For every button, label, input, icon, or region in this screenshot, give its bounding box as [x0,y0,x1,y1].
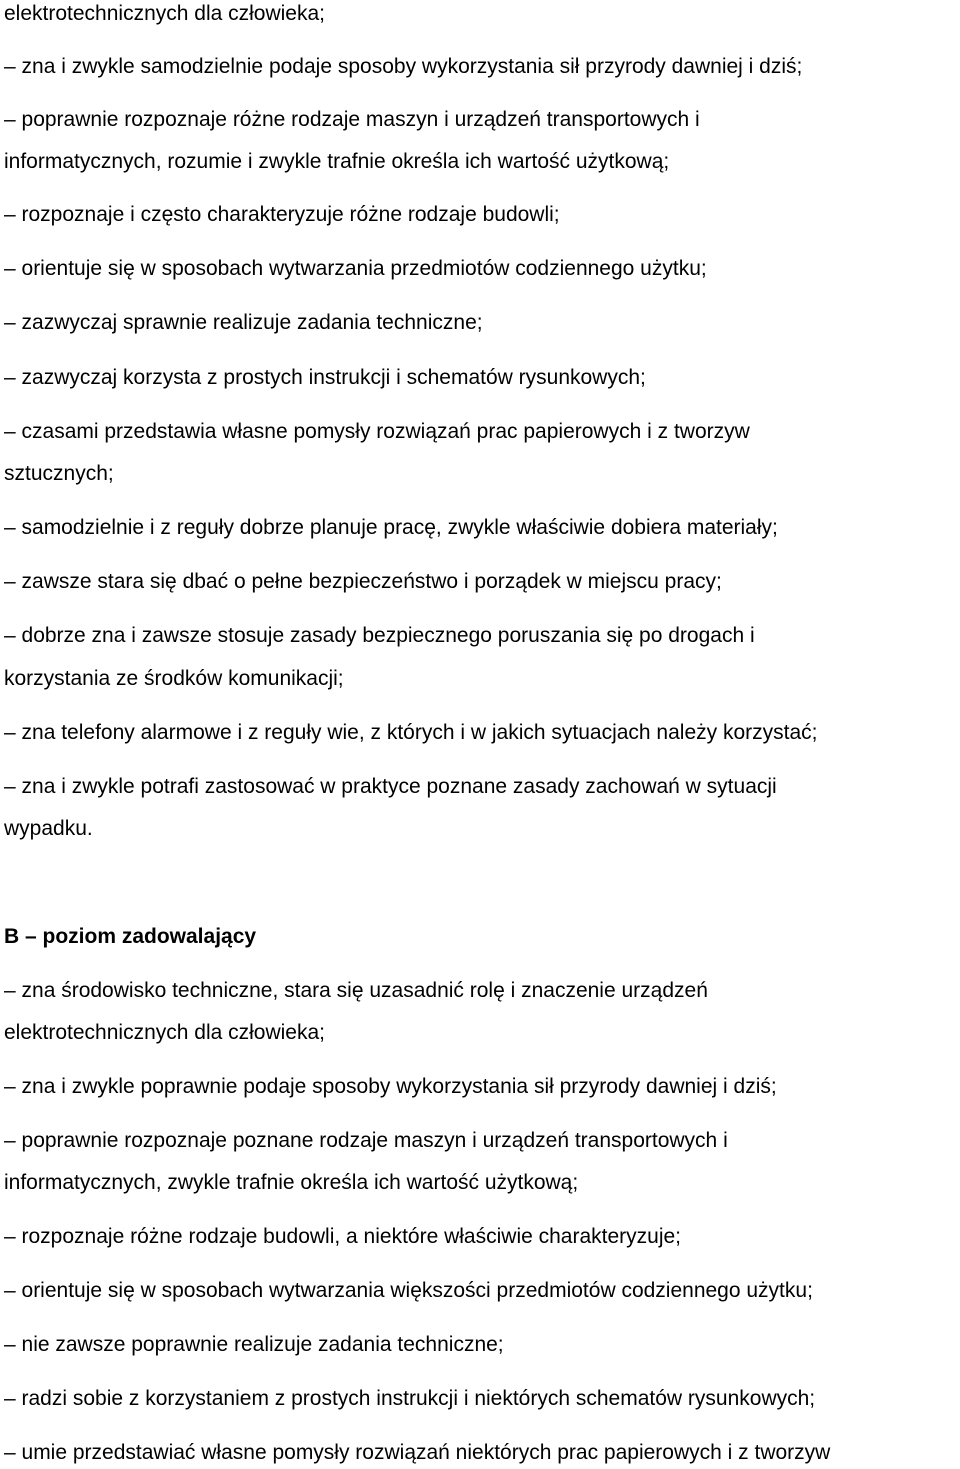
list-item-line: – zna telefony alarmowe i z reguły wie, z których i w jakich sytuacjach należy korzystać; [4,721,818,744]
list-item-line: korzystania ze środków komunikacji; [4,667,344,690]
list-item-line: – rozpoznaje i często charakteryzuje różne rodzaje budowli; [4,203,560,226]
list-item-line: – dobrze zna i zawsze stosuje zasady bezpiecznego poruszania się po drogach i [4,624,755,647]
list-item-line: – zawsze stara się dbać o pełne bezpieczeństwo i porządek w miejscu pracy; [4,570,722,593]
list-item-line: informatycznych, rozumie i zwykle trafnie określa ich wartość użytkową; [4,150,670,173]
list-item-line: wypadku. [4,817,93,840]
list-item-line: sztucznych; [4,462,114,485]
list-item-line: – orientuje się w sposobach wytwarzania przedmiotów codziennego użytku; [4,257,707,280]
list-item-line: – poprawnie rozpoznaje poznane rodzaje maszyn i urządzeń transportowych i [4,1129,728,1152]
list-item-line: – czasami przedstawia własne pomysły rozwiązań prac papierowych i z tworzyw [4,420,750,443]
list-item-line: – nie zawsze poprawnie realizuje zadania techniczne; [4,1333,504,1356]
list-item-line: – radzi sobie z korzystaniem z prostych instrukcji i niektórych schematów rysunkowych; [4,1387,816,1410]
list-item-line: – zna i zwykle poprawnie podaje sposoby wykorzystania sił przyrody dawniej i dziś; [4,1075,777,1098]
list-item-line: informatycznych, zwykle trafnie określa ich wartość użytkową; [4,1171,579,1194]
list-item-line: – samodzielnie i z reguły dobrze planuje pracę, zwykle właściwie dobiera materiały; [4,516,778,539]
list-item-line: elektrotechnicznych dla człowieka; [4,1021,325,1044]
section-heading: B – poziom zadowalający [4,925,257,948]
list-item-line: – zna i zwykle potrafi zastosować w praktyce poznane zasady zachowań w sytuacji [4,775,777,798]
list-item-line: – zazwyczaj korzysta z prostych instrukcji i schematów rysunkowych; [4,366,646,389]
list-item-line: – rozpoznaje różne rodzaje budowli, a niektóre właściwie charakteryzuje; [4,1225,682,1248]
list-item-line: – zna środowisko techniczne, stara się uzasadnić rolę i znaczenie urządzeń [4,979,708,1002]
list-item-line: – umie przedstawiać własne pomysły rozwiązań niektórych prac papierowych i z tworzyw [4,1441,831,1464]
list-item-line: – poprawnie rozpoznaje różne rodzaje maszyn i urządzeń transportowych i [4,108,700,131]
list-item-line: elektrotechnicznych dla człowieka; [4,2,325,25]
list-item-line: – zazwyczaj sprawnie realizuje zadania techniczne; [4,311,483,334]
list-item-line: – zna i zwykle samodzielnie podaje sposoby wykorzystania sił przyrody dawniej i dziś; [4,55,803,78]
list-item-line: – orientuje się w sposobach wytwarzania większości przedmiotów codziennego użytku; [4,1279,813,1302]
